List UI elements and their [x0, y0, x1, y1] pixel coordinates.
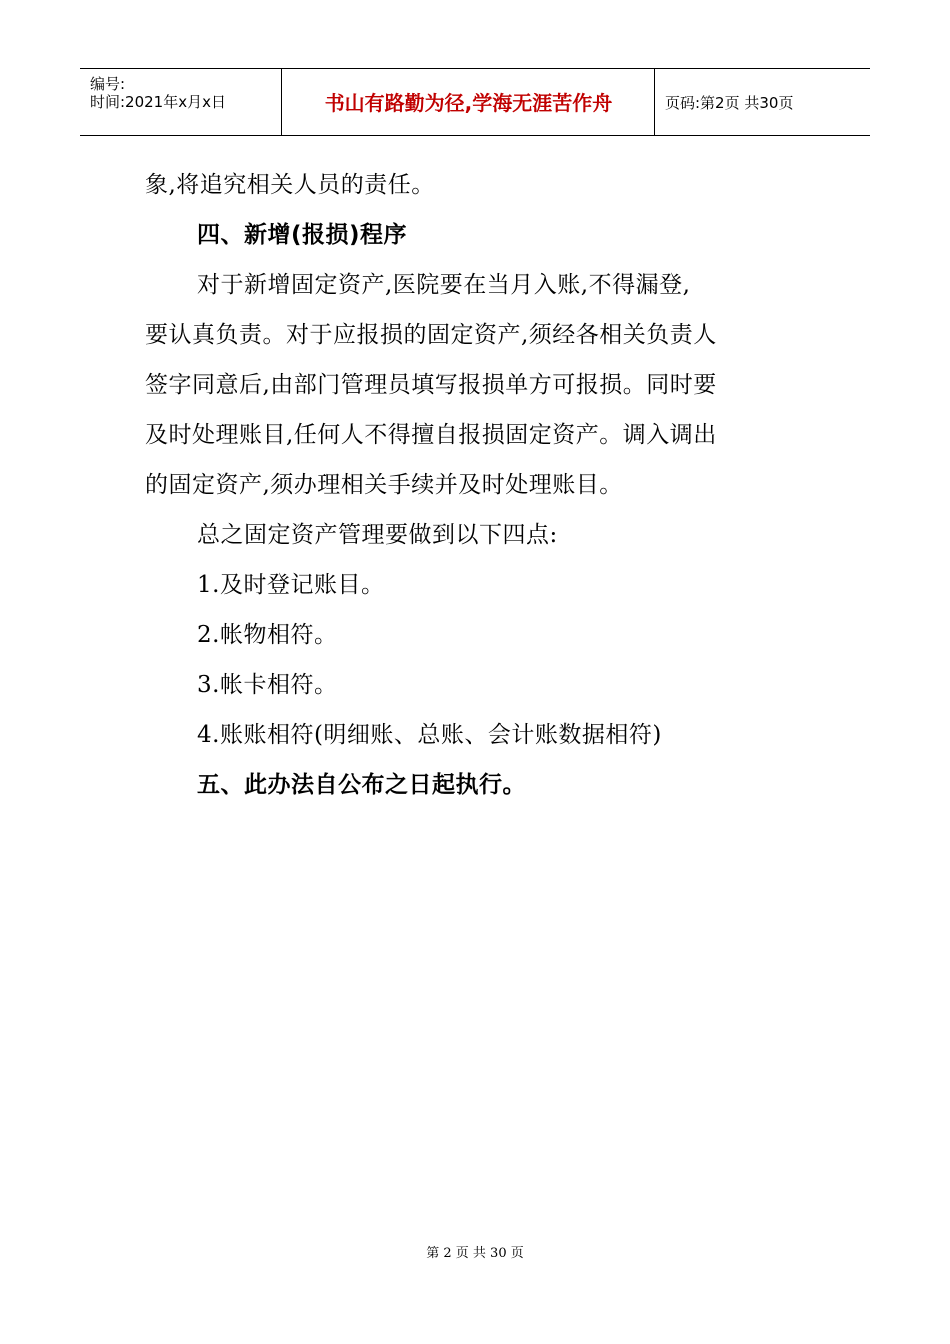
document-date-label: 时间:2021年x月x日 — [90, 93, 226, 111]
header-page-number: 页码:第2页 共30页 — [665, 94, 794, 112]
paragraph-line: 的固定资产,须办理相关手续并及时处理账目。 — [145, 472, 623, 498]
page-footer: 第 2 页 共 30 页 — [426, 1246, 524, 1261]
page-header — [80, 68, 870, 136]
paragraph-line: 要认真负责。对于应报损的固定资产,须经各相关负责人 — [145, 322, 717, 348]
header-motto: 书山有路勤为径,学海无涯苦作舟 — [324, 91, 613, 115]
header-page-cell — [655, 69, 870, 135]
section-heading: 四、新增(报损)程序 — [197, 222, 408, 248]
list-item: 2.帐物相符。 — [197, 622, 338, 648]
paragraph-line: 签字同意后,由部门管理员填写报损单方可报损。同时要 — [145, 372, 717, 398]
list-item: 4.账账相符(明细账、总账、会计账数据相符) — [197, 722, 662, 748]
section-heading: 五、此办法自公布之日起执行。 — [197, 772, 526, 798]
paragraph-line: 对于新增固定资产,医院要在当月入账,不得漏登, — [197, 272, 691, 298]
header-motto-cell — [282, 69, 655, 135]
list-item: 1.及时登记账目。 — [197, 572, 385, 598]
document-number-label: 编号: — [90, 75, 126, 93]
header-info-cell — [80, 69, 282, 135]
paragraph-line: 及时处理账目,任何人不得擅自报损固定资产。调入调出 — [145, 422, 717, 448]
list-item: 3.帐卡相符。 — [197, 672, 338, 698]
paragraph-line: 象,将追究相关人员的责任。 — [145, 172, 435, 198]
paragraph-line: 总之固定资产管理要做到以下四点: — [197, 522, 558, 548]
